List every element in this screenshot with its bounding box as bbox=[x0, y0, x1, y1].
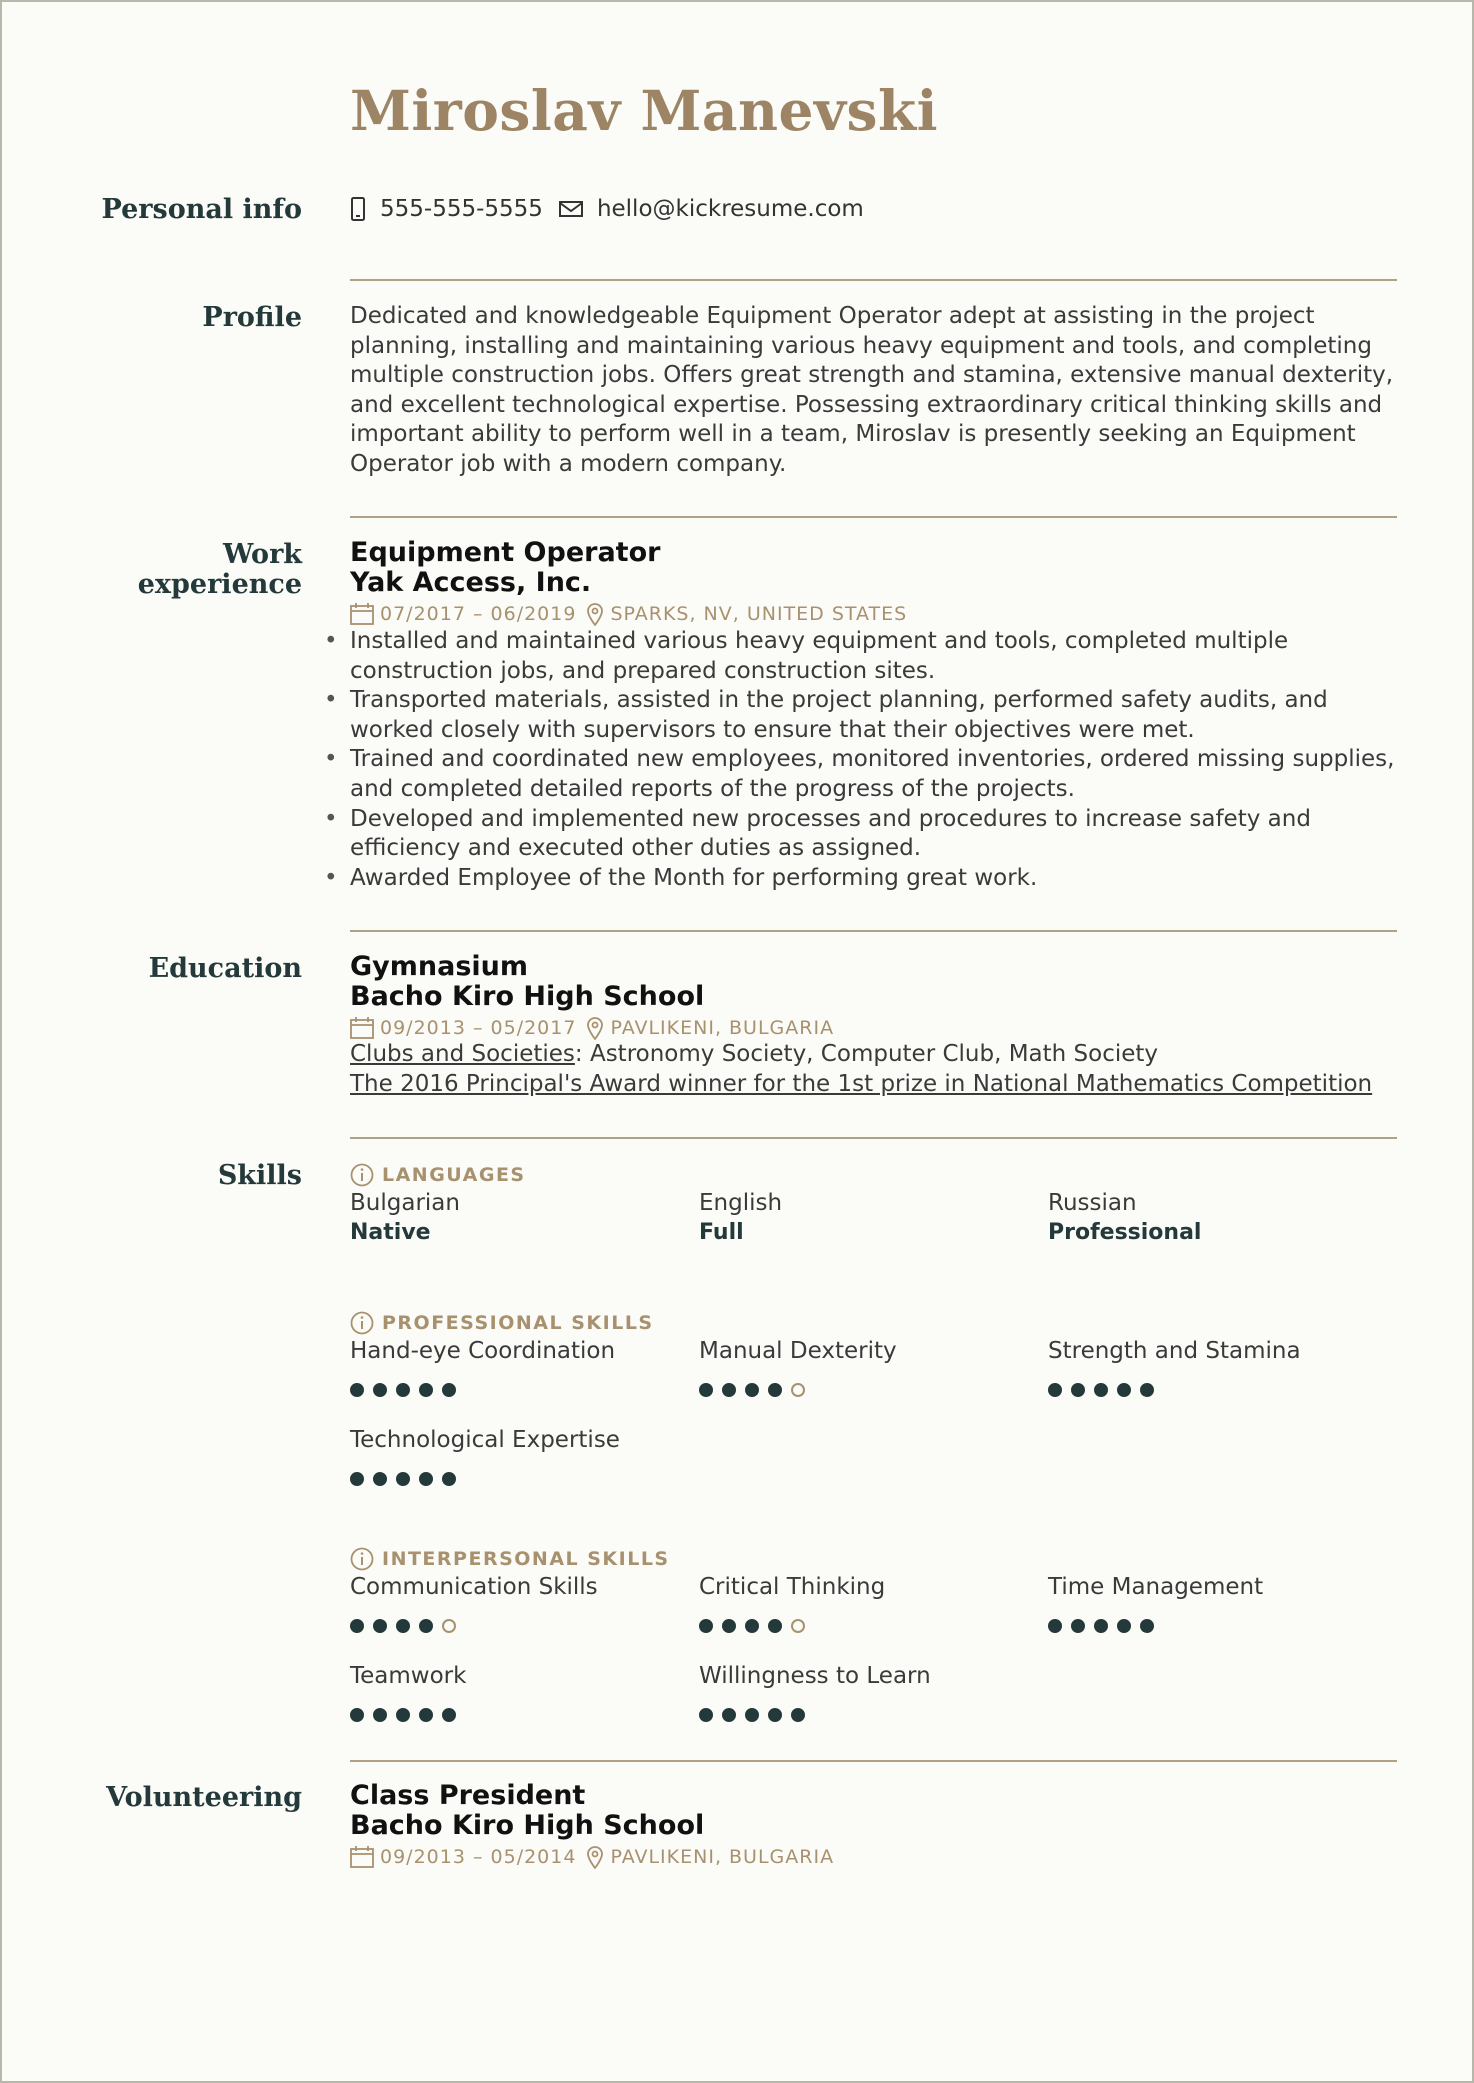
language-level: Professional bbox=[1048, 1220, 1202, 1245]
profile-summary: Dedicated and knowledgeable Equipment Operator adept at assisting in the project planning, installing and maintaining various heavy equipment and tools, and completing multiple construction jobs. Offers great strength and stamina, extensive manual dexterity, and excellent technological expertise. Possessing extraordinary critical thinking skills and important ability to perform well in a team, Miroslav is presently seeking an Equipment Operator job with a modern company. bbox=[350, 303, 1394, 477]
language-name: Russian bbox=[1048, 1190, 1137, 1216]
rating-dot-filled bbox=[1117, 1383, 1131, 1397]
label-personal-info: Personal info bbox=[101, 194, 302, 225]
work-meta bbox=[350, 602, 907, 626]
professional-skills-category bbox=[350, 1311, 654, 1335]
rating-dot-filled bbox=[419, 1708, 433, 1722]
rating-dot-filled bbox=[396, 1708, 410, 1722]
rating-dot-filled bbox=[442, 1383, 456, 1397]
rating-dot-filled bbox=[745, 1383, 759, 1397]
rating-dot-empty bbox=[791, 1383, 805, 1397]
education-title: Gymnasium bbox=[350, 951, 529, 982]
rating-dot-filled bbox=[419, 1383, 433, 1397]
volunteering-location: PAVLIKENI, BULGARIA bbox=[610, 1846, 835, 1868]
rating-dot-filled bbox=[419, 1619, 433, 1633]
skill-rating bbox=[1048, 1619, 1163, 1633]
rating-dot-filled bbox=[350, 1708, 364, 1722]
mail-icon bbox=[559, 200, 583, 218]
rating-dot-filled bbox=[699, 1619, 713, 1633]
list-item: • Developed and implemented new processes and procedures to increase safety and efficiency and executed other duties as assigned. bbox=[350, 805, 1405, 864]
label-skills: Skills bbox=[217, 1160, 302, 1191]
skill-rating bbox=[350, 1708, 465, 1722]
rating-dot-filled bbox=[1071, 1383, 1085, 1397]
rating-dot-filled bbox=[373, 1619, 387, 1633]
education-school: Bacho Kiro High School bbox=[350, 981, 705, 1012]
language-name: English bbox=[699, 1190, 783, 1216]
rating-dot-filled bbox=[1048, 1619, 1062, 1633]
rating-dot-filled bbox=[722, 1708, 736, 1722]
list-item: • Trained and coordinated new employees, monitored inventories, ordered missing supplies, and completed detailed reports of the progress of the projects. bbox=[350, 745, 1405, 804]
rating-dot-filled bbox=[768, 1383, 782, 1397]
label-profile: Profile bbox=[202, 302, 302, 333]
phone-number[interactable]: 555-555-5555 bbox=[380, 196, 543, 222]
skill-name: Technological Expertise bbox=[350, 1427, 620, 1453]
skill-rating bbox=[350, 1383, 465, 1397]
rating-dot-filled bbox=[396, 1472, 410, 1486]
education-location: PAVLIKENI, BULGARIA bbox=[610, 1017, 835, 1039]
rating-dot-filled bbox=[722, 1383, 736, 1397]
rating-dot-filled bbox=[373, 1472, 387, 1486]
rating-dot-filled bbox=[1094, 1383, 1108, 1397]
divider bbox=[350, 1760, 1397, 1762]
label-work-line1: Work bbox=[222, 539, 302, 570]
location-pin-icon bbox=[586, 1845, 604, 1869]
work-job-title: Equipment Operator bbox=[350, 537, 661, 568]
languages-category bbox=[350, 1163, 526, 1187]
skill-rating bbox=[1048, 1383, 1163, 1397]
skill-name: Communication Skills bbox=[350, 1574, 598, 1600]
clubs-label: Clubs and Societies bbox=[350, 1041, 575, 1067]
rating-dot-filled bbox=[745, 1619, 759, 1633]
label-work-line2: experience bbox=[137, 569, 302, 600]
divider bbox=[350, 1137, 1397, 1139]
skill-rating bbox=[699, 1708, 814, 1722]
volunteering-dates: 09/2013 – 05/2014 bbox=[380, 1846, 577, 1868]
education-dates: 09/2013 – 05/2017 bbox=[380, 1017, 577, 1039]
rating-dot-filled bbox=[1117, 1619, 1131, 1633]
rating-dot-filled bbox=[791, 1708, 805, 1722]
rating-dot-filled bbox=[373, 1383, 387, 1397]
education-meta bbox=[350, 1016, 834, 1040]
skill-name: Willingness to Learn bbox=[699, 1663, 931, 1689]
contact-row bbox=[350, 196, 880, 222]
rating-dot-filled bbox=[419, 1472, 433, 1486]
volunteering-title: Class President bbox=[350, 1780, 586, 1811]
rating-dot-filled bbox=[350, 1383, 364, 1397]
label-volunteering: Volunteering bbox=[106, 1782, 302, 1813]
rating-dot-filled bbox=[722, 1619, 736, 1633]
skill-name: Hand-eye Coordination bbox=[350, 1338, 616, 1364]
rating-dot-filled bbox=[350, 1619, 364, 1633]
calendar-icon bbox=[350, 1017, 374, 1039]
info-icon bbox=[350, 1163, 374, 1187]
education-award: The 2016 Principal's Award winner for the 1st prize in National Mathematics Competition bbox=[350, 1071, 1373, 1097]
interpersonal-skills-category bbox=[350, 1547, 670, 1571]
skill-name: Manual Dexterity bbox=[699, 1338, 897, 1364]
rating-dot-filled bbox=[768, 1708, 782, 1722]
calendar-icon bbox=[350, 603, 374, 625]
rating-dot-filled bbox=[373, 1708, 387, 1722]
rating-dot-filled bbox=[1071, 1619, 1085, 1633]
rating-dot-empty bbox=[791, 1619, 805, 1633]
rating-dot-filled bbox=[442, 1472, 456, 1486]
language-level: Full bbox=[699, 1220, 744, 1245]
skill-name: Time Management bbox=[1048, 1574, 1264, 1600]
info-icon bbox=[350, 1311, 374, 1335]
list-item: • Transported materials, assisted in the project planning, performed safety audits, and worked closely with supervisors to ensure that their objectives were met. bbox=[350, 686, 1405, 745]
rating-dot-filled bbox=[745, 1708, 759, 1722]
rating-dot-filled bbox=[396, 1383, 410, 1397]
volunteering-org: Bacho Kiro High School bbox=[350, 1810, 705, 1841]
rating-dot-filled bbox=[396, 1619, 410, 1633]
divider bbox=[350, 516, 1397, 518]
work-dates: 07/2017 – 06/2019 bbox=[380, 603, 577, 625]
label-work-experience bbox=[138, 540, 302, 600]
skill-name: Strength and Stamina bbox=[1048, 1338, 1301, 1364]
candidate-name: Miroslav Manevski bbox=[350, 78, 938, 143]
divider bbox=[350, 279, 1397, 281]
work-bullets bbox=[350, 627, 1405, 893]
list-item: • Awarded Employee of the Month for performing great work. bbox=[350, 864, 1405, 894]
location-pin-icon bbox=[586, 1016, 604, 1040]
skill-name: Critical Thinking bbox=[699, 1574, 886, 1600]
skill-rating bbox=[699, 1619, 814, 1633]
rating-dot-filled bbox=[1094, 1619, 1108, 1633]
location-pin-icon bbox=[586, 602, 604, 626]
work-location: SPARKS, NV, UNITED STATES bbox=[610, 603, 908, 625]
divider bbox=[350, 930, 1397, 932]
rating-dot-filled bbox=[699, 1708, 713, 1722]
skill-name: Teamwork bbox=[350, 1663, 467, 1689]
rating-dot-filled bbox=[350, 1472, 364, 1486]
work-company: Yak Access, Inc. bbox=[350, 567, 592, 598]
email-address[interactable]: hello@kickresume.com bbox=[596, 196, 864, 222]
info-icon bbox=[350, 1547, 374, 1571]
rating-dot-filled bbox=[442, 1708, 456, 1722]
list-item: • Installed and maintained various heavy equipment and tools, completed multiple construction jobs, and prepared construction sites. bbox=[350, 627, 1405, 686]
skill-rating bbox=[350, 1472, 465, 1486]
rating-dot-empty bbox=[442, 1619, 456, 1633]
label-education: Education bbox=[148, 953, 302, 984]
volunteering-meta bbox=[350, 1845, 834, 1869]
skill-rating bbox=[699, 1383, 814, 1397]
rating-dot-filled bbox=[699, 1383, 713, 1397]
rating-dot-filled bbox=[1048, 1383, 1062, 1397]
phone-icon bbox=[350, 197, 366, 221]
professional-skills-label: PROFESSIONAL SKILLS bbox=[382, 1312, 654, 1334]
rating-dot-filled bbox=[1140, 1619, 1154, 1633]
calendar-icon bbox=[350, 1846, 374, 1868]
language-level: Native bbox=[350, 1220, 431, 1245]
skill-rating bbox=[350, 1619, 465, 1633]
language-name: Bulgarian bbox=[350, 1190, 460, 1216]
education-clubs bbox=[350, 1041, 1158, 1067]
interpersonal-skills-label: INTERPERSONAL SKILLS bbox=[382, 1548, 670, 1570]
clubs-list: : Astronomy Society, Computer Club, Math Society bbox=[574, 1041, 1159, 1067]
rating-dot-filled bbox=[768, 1619, 782, 1633]
rating-dot-filled bbox=[1140, 1383, 1154, 1397]
languages-label: LANGUAGES bbox=[382, 1164, 526, 1186]
